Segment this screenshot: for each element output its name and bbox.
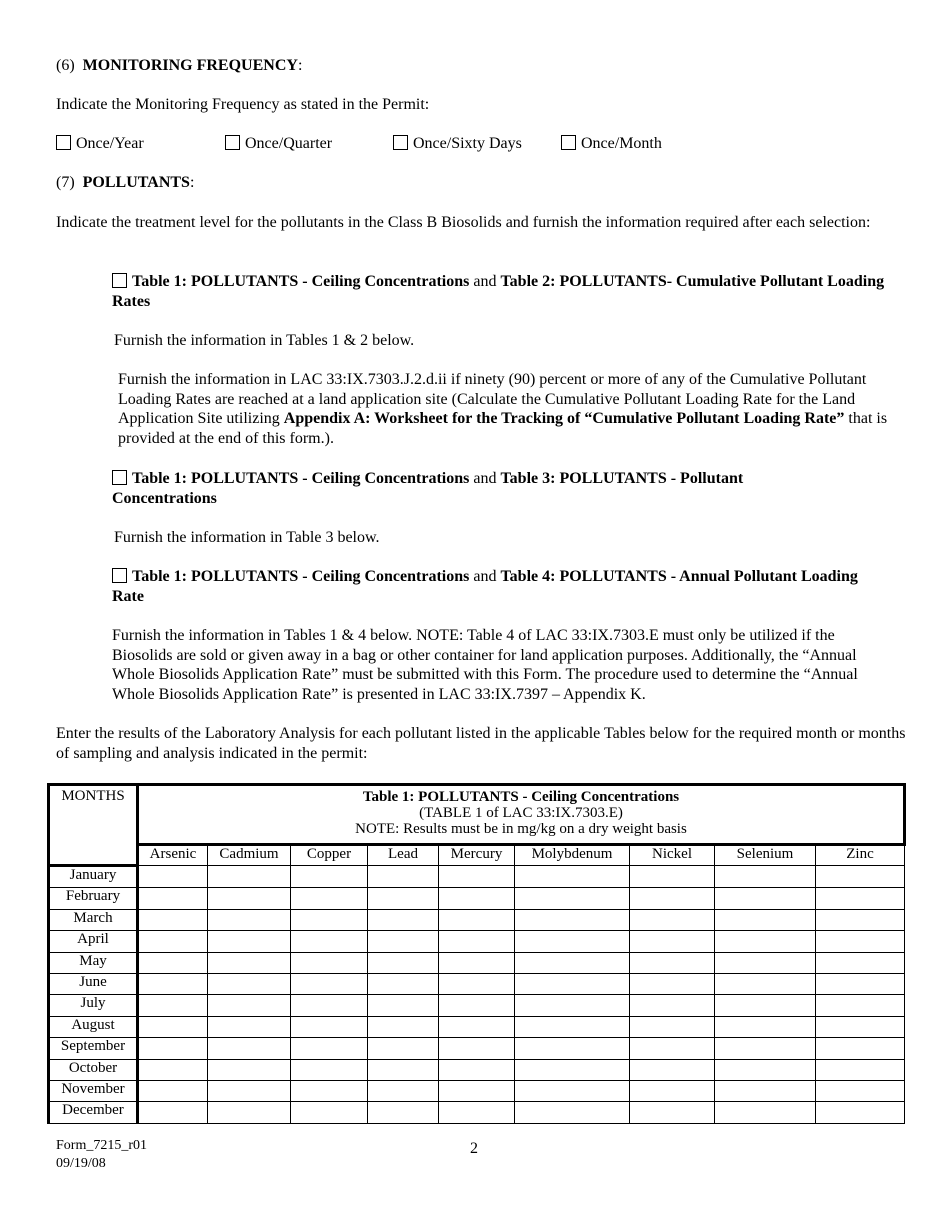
- result-cell-molybdenum[interactable]: [515, 952, 630, 973]
- result-cell-arsenic[interactable]: [138, 952, 208, 973]
- result-cell-lead[interactable]: [368, 866, 439, 888]
- section-6-number: (6): [56, 57, 75, 74]
- column-header-selenium: Selenium: [715, 845, 816, 866]
- table-row: [49, 1102, 905, 1123]
- section-6-colon: :: [297, 57, 303, 74]
- result-cell-molybdenum[interactable]: [515, 931, 630, 952]
- month-label: March: [49, 909, 138, 930]
- result-cell-cadmium[interactable]: [208, 1038, 291, 1059]
- result-cell-copper[interactable]: [291, 1038, 368, 1059]
- result-cell-cadmium[interactable]: [208, 995, 291, 1016]
- checkbox-table-1-and-4[interactable]: [112, 568, 127, 583]
- table-row: [49, 952, 905, 973]
- table-1-subtitle: (TABLE 1 of LAC 33:IX.7303.E): [419, 805, 623, 821]
- option-label: Once/Sixty Days: [413, 135, 522, 152]
- result-cell-molybdenum[interactable]: [515, 888, 630, 909]
- choice-1-detail-a: Furnish the information in LAC 33:IX.7303.J.2.d.ii if ninety (90) percent or more of any of the Cumulative Pollutant Loading Rates are reached at a land application site (Calculate the Cumulative Pollutant Loading Rate for the Land Application Site utilizing: [118, 371, 867, 427]
- result-cell-mercury[interactable]: [439, 1059, 515, 1080]
- result-cell-mercury[interactable]: [439, 866, 515, 888]
- result-cell-cadmium[interactable]: [208, 1016, 291, 1037]
- month-label: January: [49, 866, 138, 888]
- section-7-instruction: Indicate the treatment level for the pollutants in the Class B Biosolids and furnish the information required after each selection:: [56, 214, 871, 231]
- result-cell-copper[interactable]: [291, 866, 368, 888]
- result-cell-zinc[interactable]: [816, 888, 905, 909]
- section-6-instruction: Indicate the Monitoring Frequency as stated in the Permit:: [56, 96, 430, 113]
- result-cell-selenium[interactable]: [715, 995, 816, 1016]
- result-cell-lead[interactable]: [368, 952, 439, 973]
- month-label: June: [49, 973, 138, 994]
- result-cell-lead[interactable]: [368, 909, 439, 930]
- table-row: [49, 909, 905, 930]
- table-row: [49, 931, 905, 952]
- result-cell-molybdenum[interactable]: [515, 1059, 630, 1080]
- table-row: [49, 973, 905, 994]
- section-7-heading: [56, 173, 194, 193]
- column-header-zinc: Zinc: [816, 845, 905, 866]
- result-cell-lead[interactable]: [368, 995, 439, 1016]
- result-cell-molybdenum[interactable]: [515, 995, 630, 1016]
- option-once-quarter[interactable]: [225, 134, 332, 154]
- page-number: 2: [470, 1140, 478, 1157]
- result-cell-zinc[interactable]: [816, 1016, 905, 1037]
- column-header-molybdenum: Molybdenum: [515, 845, 630, 866]
- result-cell-lead[interactable]: [368, 1016, 439, 1037]
- result-cell-arsenic[interactable]: [138, 1038, 208, 1059]
- result-cell-nickel[interactable]: [630, 1016, 715, 1037]
- result-cell-copper[interactable]: [291, 1080, 368, 1101]
- form-id: Form_7215_r01: [56, 1138, 147, 1153]
- result-cell-copper[interactable]: [291, 1059, 368, 1080]
- result-cell-selenium[interactable]: [715, 973, 816, 994]
- result-cell-cadmium[interactable]: [208, 1080, 291, 1101]
- result-cell-molybdenum[interactable]: [515, 1038, 630, 1059]
- result-cell-arsenic[interactable]: [138, 1016, 208, 1037]
- result-cell-selenium[interactable]: [715, 888, 816, 909]
- option-once-year[interactable]: [56, 134, 144, 154]
- result-cell-arsenic[interactable]: [138, 909, 208, 930]
- choice-1-detail-c: that is provided at the end of this form.).: [118, 410, 888, 447]
- column-header-nickel: Nickel: [630, 845, 715, 866]
- result-cell-mercury[interactable]: [439, 909, 515, 930]
- result-cell-arsenic[interactable]: [138, 973, 208, 994]
- result-cell-lead[interactable]: [368, 973, 439, 994]
- result-cell-nickel[interactable]: [630, 931, 715, 952]
- result-cell-copper[interactable]: [291, 931, 368, 952]
- months-header: MONTHS: [49, 785, 138, 866]
- month-label: December: [49, 1102, 138, 1123]
- table-row: [49, 866, 905, 888]
- choice-1-and: and: [469, 273, 501, 290]
- result-cell-cadmium[interactable]: [208, 888, 291, 909]
- result-cell-nickel[interactable]: [630, 888, 715, 909]
- result-cell-nickel[interactable]: [630, 1038, 715, 1059]
- choice-3-and: and: [469, 568, 501, 585]
- result-cell-cadmium[interactable]: [208, 866, 291, 888]
- result-cell-arsenic[interactable]: [138, 1080, 208, 1101]
- result-cell-nickel[interactable]: [630, 1080, 715, 1101]
- result-cell-molybdenum[interactable]: [515, 973, 630, 994]
- result-cell-copper[interactable]: [291, 909, 368, 930]
- result-cell-copper[interactable]: [291, 995, 368, 1016]
- result-cell-selenium[interactable]: [715, 1038, 816, 1059]
- result-cell-arsenic[interactable]: [138, 931, 208, 952]
- result-cell-copper[interactable]: [291, 952, 368, 973]
- choice-2-and: and: [469, 470, 501, 487]
- choice-3-furnish: Furnish the information in Tables 1 & 4 below. NOTE: Table 4 of LAC 33:IX.7303.E must only be utilized if the Biosolids are sold or given away in a bag or other container for land application purposes. Additionally, the “Annual Whole Biosolids Application Rate” must be submitted with this Form. The procedure used to determine the “Annual Whole Biosolids Application Rate” is presented in LAC 33:IX.7397 – Appendix K.: [112, 627, 858, 703]
- result-cell-zinc[interactable]: [816, 952, 905, 973]
- table-1-title: Table 1: POLLUTANTS - Ceiling Concentrations: [362, 789, 680, 805]
- result-cell-nickel[interactable]: [630, 1102, 715, 1123]
- month-label: May: [49, 952, 138, 973]
- choice-2-part-2: Table 3: POLLUTANTS - Pollutant Concentrations: [112, 470, 744, 507]
- result-cell-selenium[interactable]: [715, 1102, 816, 1123]
- column-header-lead: Lead: [368, 845, 439, 866]
- option-once-sixty-days[interactable]: [393, 134, 522, 154]
- result-cell-zinc[interactable]: [816, 1080, 905, 1101]
- choice-3-part-1: Table 1: POLLUTANTS - Ceiling Concentrations: [132, 568, 470, 585]
- result-cell-arsenic[interactable]: [138, 1059, 208, 1080]
- section-7-colon: :: [189, 174, 195, 191]
- checkbox-table-1-and-2[interactable]: [112, 273, 127, 288]
- result-cell-mercury[interactable]: [439, 931, 515, 952]
- result-cell-zinc[interactable]: [816, 1038, 905, 1059]
- result-cell-molybdenum[interactable]: [515, 866, 630, 888]
- option-once-month[interactable]: [561, 134, 662, 154]
- choice-table-1-and-4[interactable]: [112, 567, 872, 606]
- result-cell-lead[interactable]: [368, 1059, 439, 1080]
- option-label: Once/Year: [76, 135, 144, 152]
- form-date: 09/19/08: [56, 1156, 106, 1171]
- month-label: April: [49, 931, 138, 952]
- result-cell-nickel[interactable]: [630, 995, 715, 1016]
- result-cell-cadmium[interactable]: [208, 909, 291, 930]
- choice-3-part-2: Table 4: POLLUTANTS - Annual Pollutant Loading Rate: [112, 568, 858, 605]
- table-row: [49, 1080, 905, 1101]
- month-label: September: [49, 1038, 138, 1059]
- month-label: October: [49, 1059, 138, 1080]
- month-label: July: [49, 995, 138, 1016]
- result-cell-zinc[interactable]: [816, 1102, 905, 1123]
- result-cell-zinc[interactable]: [816, 973, 905, 994]
- result-cell-molybdenum[interactable]: [515, 1016, 630, 1037]
- table-1-note: NOTE: Results must be in mg/kg on a dry weight basis: [355, 821, 687, 837]
- checkbox-once-quarter[interactable]: [225, 135, 240, 150]
- table-1-title-block: [138, 785, 905, 845]
- result-cell-selenium[interactable]: [715, 909, 816, 930]
- result-cell-cadmium[interactable]: [208, 952, 291, 973]
- result-cell-arsenic[interactable]: [138, 866, 208, 888]
- result-cell-nickel[interactable]: [630, 1059, 715, 1080]
- choice-table-1-and-3[interactable]: [112, 469, 812, 508]
- result-cell-nickel[interactable]: [630, 909, 715, 930]
- option-label: Once/Month: [581, 135, 662, 152]
- column-header-copper: Copper: [291, 845, 368, 866]
- option-label: Once/Quarter: [245, 135, 333, 152]
- choice-1-detail-b: Appendix A: Worksheet for the Tracking of “Cumulative Pollutant Loading Rate”: [283, 410, 845, 427]
- result-cell-zinc[interactable]: [816, 1059, 905, 1080]
- result-cell-zinc[interactable]: [816, 866, 905, 888]
- result-cell-selenium[interactable]: [715, 866, 816, 888]
- result-cell-cadmium[interactable]: [208, 931, 291, 952]
- result-cell-molybdenum[interactable]: [515, 1080, 630, 1101]
- result-cell-arsenic[interactable]: [138, 995, 208, 1016]
- section-7-title: POLLUTANTS: [82, 174, 190, 191]
- result-cell-nickel[interactable]: [630, 952, 715, 973]
- choice-table-1-and-2[interactable]: [112, 272, 892, 311]
- result-cell-arsenic[interactable]: [138, 1102, 208, 1123]
- choice-2-furnish: Furnish the information in Table 3 below.: [114, 529, 380, 546]
- result-cell-mercury[interactable]: [439, 1080, 515, 1101]
- month-label: November: [49, 1080, 138, 1101]
- result-cell-lead[interactable]: [368, 1102, 439, 1123]
- result-cell-zinc[interactable]: [816, 995, 905, 1016]
- column-header-arsenic: Arsenic: [138, 845, 208, 866]
- result-cell-mercury[interactable]: [439, 888, 515, 909]
- choice-1-furnish: Furnish the information in Tables 1 & 2 below.: [114, 332, 415, 349]
- checkbox-once-sixty-days[interactable]: [393, 135, 408, 150]
- lab-analysis-instruction: Enter the results of the Laboratory Analysis for each pollutant listed in the applicable Tables below for the required month or months of sampling and analysis indicated in the permit:: [56, 725, 906, 762]
- result-cell-mercury[interactable]: [439, 952, 515, 973]
- result-cell-mercury[interactable]: [439, 1102, 515, 1123]
- checkbox-once-year[interactable]: [56, 135, 71, 150]
- result-cell-lead[interactable]: [368, 888, 439, 909]
- result-cell-molybdenum[interactable]: [515, 1102, 630, 1123]
- section-6-title: MONITORING FREQUENCY: [82, 57, 298, 74]
- table-row: [49, 1059, 905, 1080]
- choice-1-detail: [118, 370, 888, 448]
- result-cell-nickel[interactable]: [630, 866, 715, 888]
- result-cell-copper[interactable]: [291, 973, 368, 994]
- checkbox-once-month[interactable]: [561, 135, 576, 150]
- result-cell-mercury[interactable]: [439, 1016, 515, 1037]
- section-7-number: (7): [56, 174, 75, 191]
- result-cell-selenium[interactable]: [715, 1059, 816, 1080]
- choice-1-part-1: Table 1: POLLUTANTS - Ceiling Concentrations: [132, 273, 470, 290]
- column-header-mercury: Mercury: [439, 845, 515, 866]
- result-cell-cadmium[interactable]: [208, 1102, 291, 1123]
- section-6-heading: [56, 56, 302, 76]
- result-cell-nickel[interactable]: [630, 973, 715, 994]
- month-label: February: [49, 888, 138, 909]
- result-cell-mercury[interactable]: [439, 973, 515, 994]
- column-header-cadmium: Cadmium: [208, 845, 291, 866]
- result-cell-mercury[interactable]: [439, 1038, 515, 1059]
- result-cell-lead[interactable]: [368, 931, 439, 952]
- result-cell-selenium[interactable]: [715, 1080, 816, 1101]
- table-1-ceiling-concentrations: [47, 783, 906, 1124]
- checkbox-table-1-and-3[interactable]: [112, 470, 127, 485]
- result-cell-zinc[interactable]: [816, 931, 905, 952]
- result-cell-molybdenum[interactable]: [515, 909, 630, 930]
- table-row: [49, 1016, 905, 1037]
- result-cell-copper[interactable]: [291, 1016, 368, 1037]
- table-row: [49, 1038, 905, 1059]
- result-cell-selenium[interactable]: [715, 952, 816, 973]
- result-cell-zinc[interactable]: [816, 909, 905, 930]
- result-cell-cadmium[interactable]: [208, 973, 291, 994]
- result-cell-copper[interactable]: [291, 888, 368, 909]
- result-cell-copper[interactable]: [291, 1102, 368, 1123]
- result-cell-lead[interactable]: [368, 1038, 439, 1059]
- choice-2-part-1: Table 1: POLLUTANTS - Ceiling Concentrations: [132, 470, 470, 487]
- result-cell-arsenic[interactable]: [138, 888, 208, 909]
- month-label: August: [49, 1016, 138, 1037]
- result-cell-selenium[interactable]: [715, 1016, 816, 1037]
- result-cell-mercury[interactable]: [439, 995, 515, 1016]
- table-row: [49, 888, 905, 909]
- result-cell-selenium[interactable]: [715, 931, 816, 952]
- result-cell-cadmium[interactable]: [208, 1059, 291, 1080]
- result-cell-lead[interactable]: [368, 1080, 439, 1101]
- choice-1-part-2: Table 2: POLLUTANTS- Cumulative Pollutant Loading Rates: [112, 273, 885, 310]
- table-row: [49, 995, 905, 1016]
